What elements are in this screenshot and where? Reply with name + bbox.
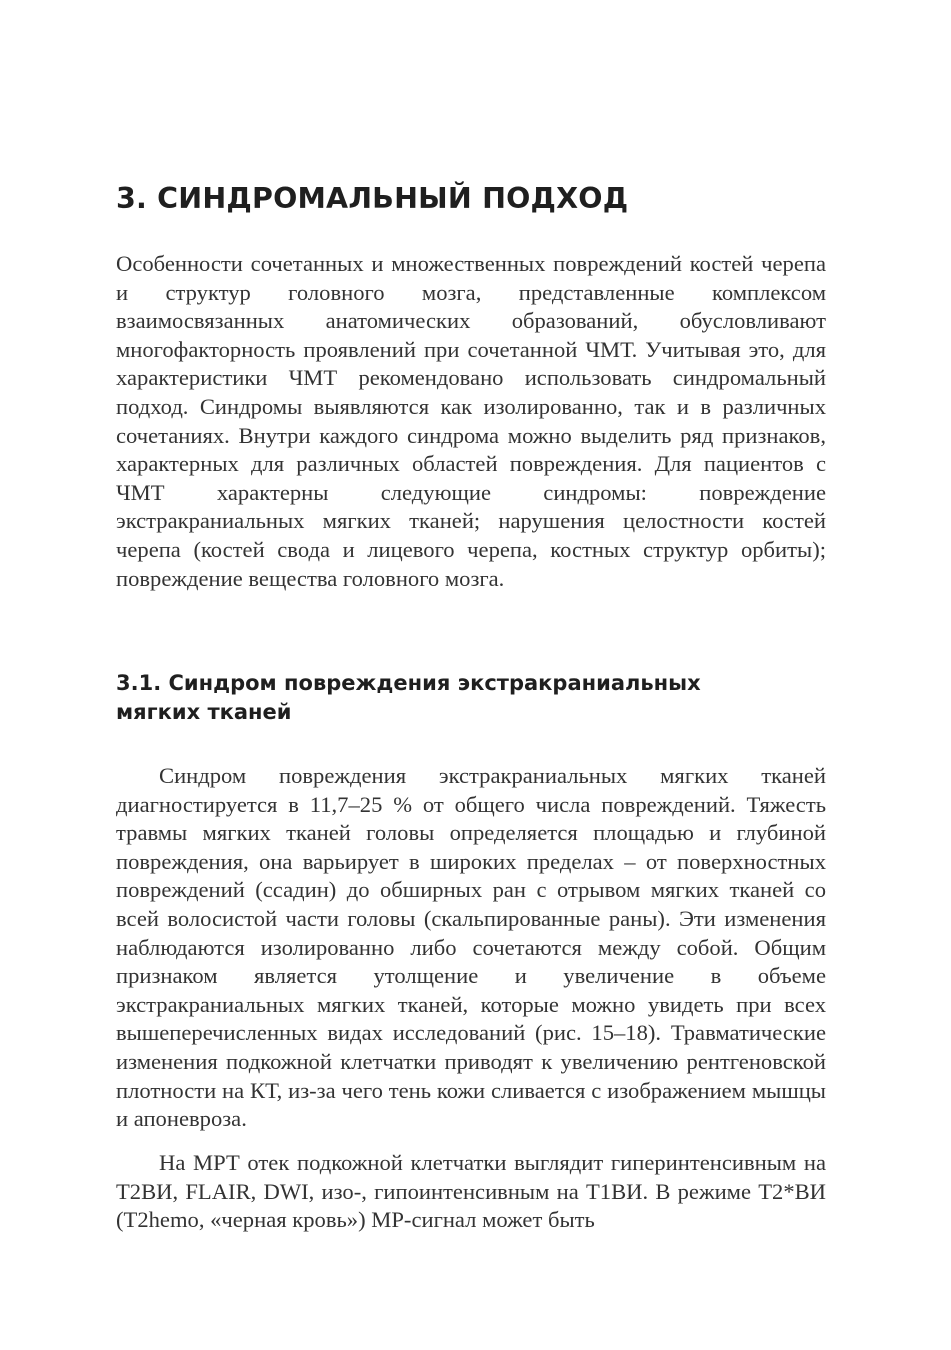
section-title-line-2: мягких тканей — [116, 700, 292, 724]
chapter-title: 3. СИНДРОМАЛЬНЫЙ ПОДХОД — [116, 182, 629, 215]
section-title — [116, 669, 836, 727]
section-paragraph-2: На МРТ отек подкожной клетчатки выглядит гиперинтенсивным на T2ВИ, FLAIR, DWI, изо-, гипоинтенсивным на T1ВИ. В режиме T2*ВИ (T2hemo, «черная кровь») МР-сигнал может быть — [116, 1150, 826, 1233]
section-paragraph-1: Синдром повреждения экстракраниальных мягких тканей диагностируется в 11,7–25 % от общего числа повреждений. Тяжесть травмы мягких тканей головы определяется площадью и глубиной повреждения, она варьирует в широких пределах – от поверхностных повреждений (ссадин) до обширных ран с отрывом мягких тканей со всей волосистой части головы (скальпированные раны). Эти изменения наблюдаются изолированно либо сочетаются между собой. Общим признаком является утолщение и увеличение в объеме экстракраниальных мягких тканей, которые можно увидеть при всех вышеперечисленных видах исследований (рис. 15–18). Травматические изменения подкожной клетчатки приводят к увеличению рентгеновской плотности на КТ, из-за чего тень кожи сливается с изображением мышцы и апоневроза. — [116, 763, 826, 1132]
section-title-line-1: 3.1. Синдром повреждения экстракраниальных — [116, 671, 701, 695]
chapter-intro-paragraph: Особенности сочетанных и множественных повреждений костей черепа и структур головного мозга, представленные комплексом взаимосвязанных анатомических образований, обусловливают многофакторность проявлений при сочетанной ЧМТ. Учитывая это, для характеристики ЧМТ рекомендовано использовать синдромальный подход. Синдромы выявляются как изолированно, так и в различных сочетаниях. Внутри каждого синдрома можно выделить ряд признаков, характерных для различных областей повреждения. Для пациентов с ЧМТ характерны следующие синдромы: повреждение экстракраниальных мягких тканей; нарушения целостности костей черепа (костей свода и лицевого черепа, костных структур орбиты); повреждение вещества головного мозга. — [116, 251, 826, 591]
